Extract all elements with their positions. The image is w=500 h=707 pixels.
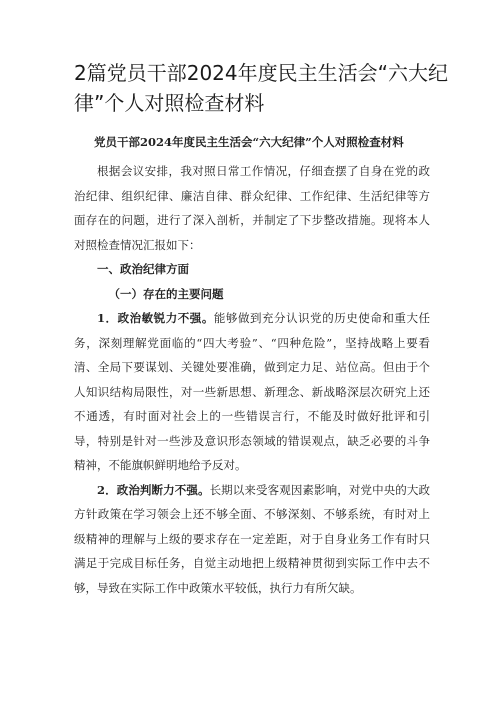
problem-item-1 xyxy=(74,306,430,478)
intro-paragraph: 根据会议安排，我对照日常工作情况，仔细查摆了自身在党的政治纪律、组织纪律、廉洁自律、群众纪律、工作纪律、生活纪律等方面存在的问题，进行了深入剖析，并制定了下步整改措施。现将本人对照检查情况汇报如下： xyxy=(74,164,430,252)
problem-item-2 xyxy=(74,478,430,601)
problem-item-2-lead: 2．政治判断力不强。 xyxy=(97,482,210,497)
document-body xyxy=(74,159,430,600)
section-heading-political-discipline: 一、政治纪律方面 xyxy=(97,262,189,276)
problem-item-1-text: 能够做到充分认识党的历史使命和重大任务，深刻理解党面临的“四大考验”、“四种危险”，坚持战略上要看清、全局下要谋划、关键处要准确，做到定力足、站位高。但由于个人知识结构局限性，对一些新思想、新理念、新战略深层次研究上还不通透，有时面对社会上的一些错误言行，不能及时做好批评和引导，特别是针对一些涉及意识形态领域的错误观点，缺乏必要的斗争精神，不能旗帜鲜明地给予反对。 xyxy=(74,311,430,472)
document-title: 2篇党员干部2024年度民主生活会“六大纪律”个人对照检查材料 xyxy=(74,61,448,115)
subsection-heading-main-problems: （一）存在的主要问题 xyxy=(108,286,224,301)
document-subtitle: 党员干部2024年度民主生活会“六大纪律”个人对照检查材料 xyxy=(94,135,404,149)
problem-item-1-lead: 1．政治敏锐力不强。 xyxy=(97,311,214,325)
problem-item-2-text: 长期以来受客观因素影响，对党中央的大政方针政策在学习领会上还不够全面、不够深刻、不够系统，有时对上级精神的理解与上级的要求存在一定差距，对于自身业务工作有时只满足于完成目标任务，自觉主动地把上级精神贯彻到实际工作中去不够，导致在实际工作中政策水平较低，执行力有所欠缺。 xyxy=(74,482,430,595)
